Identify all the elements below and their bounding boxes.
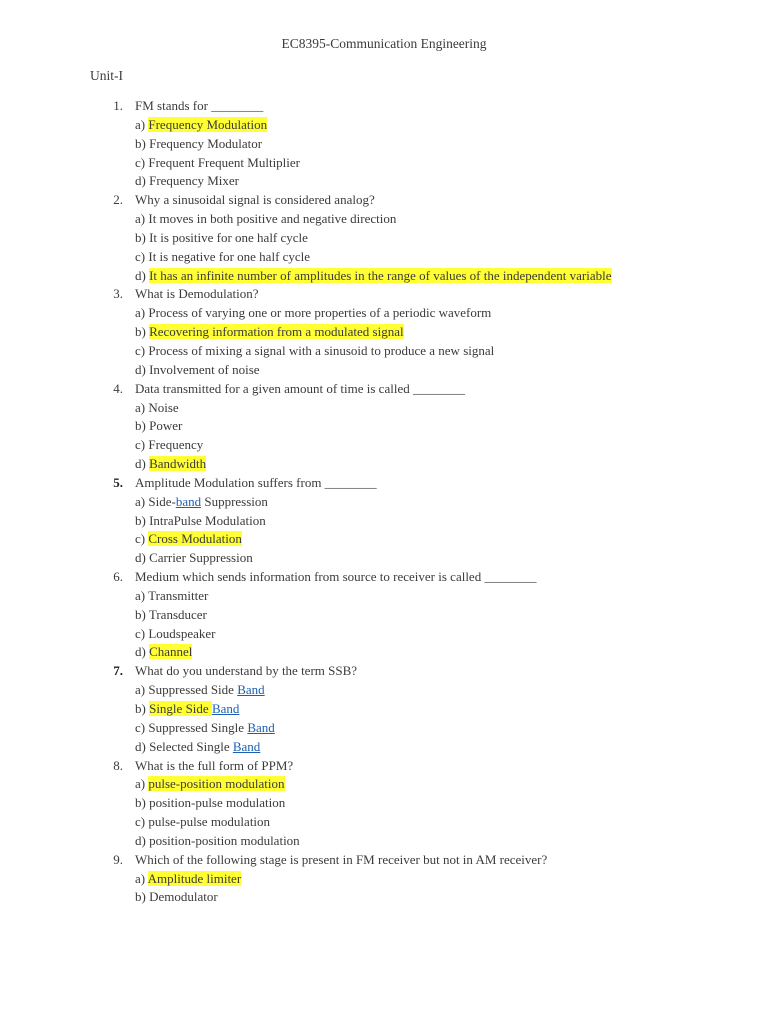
option-prefix: d) [135,738,150,754]
option-text [135,681,265,700]
option-prefix: b) [135,135,150,151]
option-prefix: b) [135,889,150,905]
option-segment: It moves in both positive and negative direction [148,211,397,227]
option-segment: Frequent Frequent Multiplier [148,154,300,170]
option-segment: It is negative for one half cycle [148,248,311,264]
document-title: EC8395-Communication Engineering [281,36,487,51]
option-prefix: a) [135,399,149,415]
option-text [135,342,494,361]
option-prefix: b) [135,606,149,622]
option-text [135,870,241,889]
option-segment: Suppression [201,493,268,509]
question-number: 7. [113,663,123,679]
option-segment: Noise [148,399,179,415]
option-prefix: a) [135,682,149,698]
option-text [135,135,262,154]
option-segment: Loudspeaker [148,625,216,641]
option-text [135,229,308,248]
highlighted-answer: Channel [149,644,193,660]
option-text [135,738,260,757]
question-list [0,97,768,907]
band-link[interactable]: Band [237,682,265,698]
option-segment: Selected Single [149,738,233,754]
option-text [135,625,216,644]
highlighted-answer: Bandwidth [149,456,207,472]
band-link[interactable]: band [175,493,202,509]
option-text [135,210,396,229]
question-text: What is the full form of PPM? [135,757,294,773]
band-link[interactable]: Band [247,719,275,735]
option-text [135,361,260,380]
option-text [135,832,300,851]
option-segment: position-position modulation [149,832,300,848]
option-text [135,813,270,832]
question-6 [0,568,768,587]
question-4-option-d [0,455,768,474]
option-segment: Side- [148,493,176,509]
question-2-option-c [0,248,768,267]
question-number: 5. [113,474,123,490]
question-8 [0,757,768,776]
question-7-option-b [0,700,768,719]
option-text [135,700,239,719]
option-prefix: d) [135,456,150,472]
question-6-option-d [0,643,768,662]
option-prefix: a) [135,305,149,321]
option-segment: It is positive for one half cycle [149,229,308,245]
question-2-option-d [0,267,768,286]
question-3-option-c [0,342,768,361]
question-number: 4. [113,380,123,396]
question-number: 8. [113,757,123,773]
option-segment: Involvement of noise [149,361,260,377]
option-prefix: a) [135,587,149,603]
option-prefix: b) [135,324,150,340]
option-prefix: b) [135,418,150,434]
option-prefix: d) [135,267,150,283]
option-text [135,606,207,625]
option-prefix: b) [135,795,150,811]
option-text [135,304,491,323]
option-prefix: d) [135,832,150,848]
question-text: Data transmitted for a given amount of time is called ________ [135,380,465,396]
question-4-option-c [0,436,768,455]
option-text [135,116,267,135]
option-segment: Transmitter [148,587,209,603]
option-text [135,455,206,474]
question-6-option-b [0,606,768,625]
question-3-option-a [0,304,768,323]
option-prefix: d) [135,173,150,189]
option-prefix: c) [135,248,149,264]
question-number: 2. [113,192,123,208]
option-segment: IntraPulse Modulation [149,512,266,528]
question-text: FM stands for ________ [135,98,264,113]
option-segment: Demodulator [149,889,218,905]
option-prefix: a) [135,211,149,227]
option-prefix: d) [135,550,150,566]
option-text [135,643,192,662]
option-prefix: a) [135,116,149,132]
question-text: Amplitude Modulation suffers from ________ [135,474,377,490]
highlighted-answer: Recovering information from a modulated signal [149,324,404,340]
question-number: 1. [113,98,123,113]
option-text [135,530,242,549]
question-6-option-a [0,587,768,606]
question-1-option-a [0,116,768,135]
option-segment: Frequency Mixer [149,173,239,189]
option-segment: Suppressed Side [148,682,238,698]
option-text [135,267,612,286]
highlighted-answer: It has an infinite number of amplitudes in the range of values of the independent variable [149,267,612,283]
option-prefix: d) [135,644,150,660]
question-8-option-d [0,832,768,851]
question-1-option-c [0,154,768,173]
option-segment: position-pulse modulation [149,795,286,811]
highlighted-answer: Single Side [149,701,212,716]
question-7-option-c [0,719,768,738]
option-prefix: c) [135,814,149,830]
option-text [135,549,253,568]
option-text [135,248,310,267]
option-text [135,436,203,455]
question-5-option-b [0,512,768,531]
question-3 [0,285,768,304]
option-text [135,172,239,191]
option-prefix: b) [135,512,150,528]
option-prefix: c) [135,437,149,453]
question-number: 9. [113,851,123,867]
option-prefix: a) [135,493,149,509]
question-text: Why a sinusoidal signal is considered analog? [135,192,375,208]
highlighted-answer: pulse-position modulation [148,776,285,792]
option-prefix: a) [135,870,148,886]
question-2 [0,191,768,210]
option-prefix: c) [135,719,149,735]
question-2-option-a [0,210,768,229]
question-3-option-d [0,361,768,380]
option-prefix: d) [135,361,150,377]
option-prefix: c) [135,531,149,547]
highlighted-answer: Cross Modulation [148,531,242,547]
option-text [135,417,182,436]
question-7-option-d [0,738,768,757]
option-text [135,512,266,531]
option-prefix: c) [135,154,149,170]
question-text: What is Demodulation? [135,286,259,302]
option-prefix: b) [135,701,150,716]
question-number: 3. [113,286,123,302]
option-text [135,154,300,173]
question-number: 6. [113,569,123,585]
question-7 [0,662,768,681]
option-text [135,888,218,907]
option-segment: Frequency [148,437,204,453]
option-text [135,399,179,418]
band-link[interactable]: Band [211,701,240,716]
option-text [135,493,268,512]
option-segment: pulse-pulse modulation [148,814,271,830]
question-2-option-b [0,229,768,248]
band-link[interactable]: Band [232,738,261,754]
unit-heading: Unit-I [90,68,123,83]
question-9 [0,851,768,870]
question-9-option-b [0,888,768,907]
option-text [135,323,404,342]
option-segment: Suppressed Single [148,719,248,735]
option-text [135,587,208,606]
question-5 [0,474,768,493]
option-text [135,719,275,738]
question-text: Medium which sends information from source to receiver is called ________ [135,569,537,585]
option-text [135,794,285,813]
question-1-option-b [0,135,768,154]
question-8-option-b [0,794,768,813]
question-3-option-b [0,323,768,342]
highlighted-answer: Amplitude limiter [147,870,242,886]
question-8-option-c [0,813,768,832]
option-prefix: c) [135,625,149,641]
question-6-option-c [0,625,768,644]
question-4 [0,380,768,399]
option-prefix: b) [135,229,150,245]
option-text [135,775,285,794]
option-segment: Transducer [148,606,207,622]
question-5-option-d [0,549,768,568]
option-segment: Process of varying one or more properties of a periodic waveform [148,305,492,321]
question-5-option-c [0,530,768,549]
question-7-option-a [0,681,768,700]
question-5-option-a [0,493,768,512]
option-segment: Carrier Suppression [149,550,253,566]
question-8-option-a [0,775,768,794]
question-4-option-a [0,399,768,418]
question-text: What do you understand by the term SSB? [135,663,358,679]
option-segment: Frequency Modulator [149,135,263,151]
question-9-option-a [0,870,768,889]
highlighted-answer: Frequency Modulation [148,116,268,132]
question-text: Which of the following stage is present in FM receiver but not in AM receiver? [135,851,548,867]
question-1-option-d [0,172,768,191]
option-segment: Power [149,418,183,434]
option-prefix: c) [135,342,149,358]
option-segment: Process of mixing a signal with a sinusoid to produce a new signal [148,342,495,358]
question-4-option-b [0,417,768,436]
option-prefix: a) [135,776,149,792]
question-1 [0,97,768,116]
